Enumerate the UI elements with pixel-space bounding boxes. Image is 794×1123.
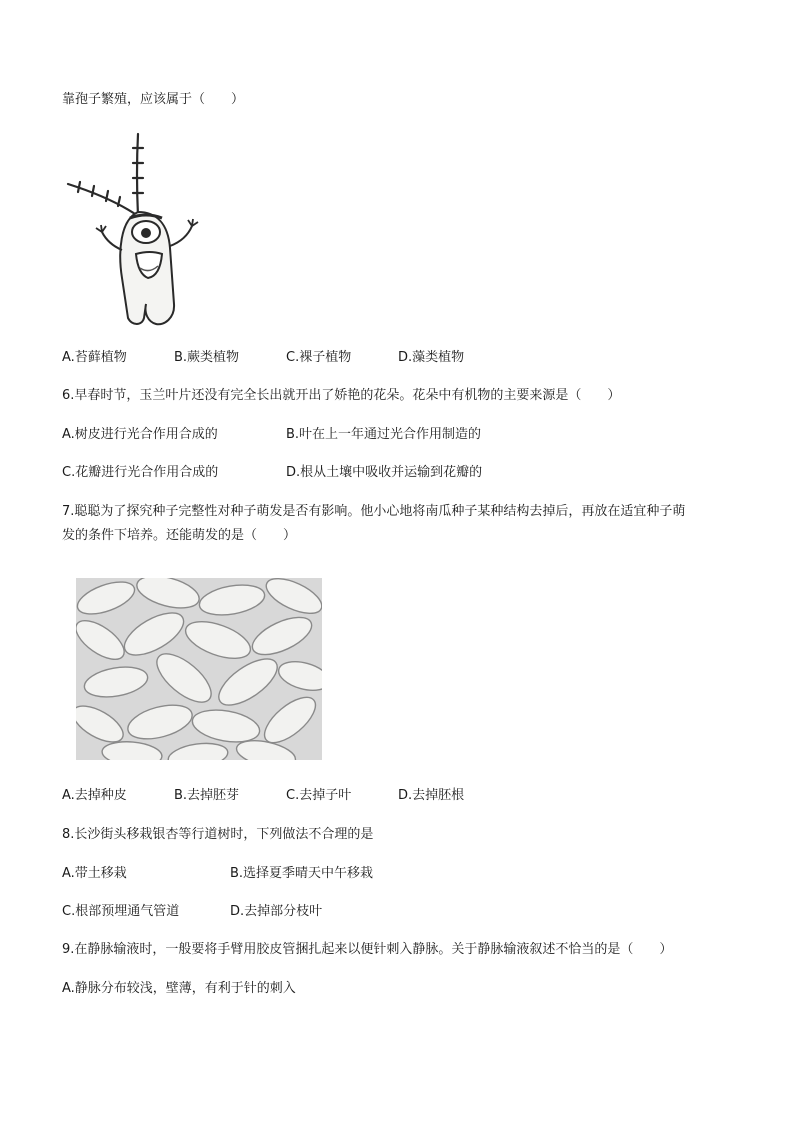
q9-stem: 9.在静脉输液时，一般要将手臂用胶皮管捆扎起来以便针刺入静脉。关于静脉输液叙述不恰当的是（ ） — [62, 942, 673, 957]
q6-stem: 6.早春时节，玉兰叶片还没有完全长出就开出了娇艳的花朵。花朵中有机物的主要来源是（ ） — [62, 388, 621, 403]
q5-option-c: C.裸子植物 — [286, 350, 352, 365]
q5-option-d: D.藻类植物 — [398, 350, 465, 365]
q5-option-b: B.蕨类植物 — [174, 350, 240, 365]
q6-option-d: D.根从土壤中吸收并运输到花瓣的 — [286, 465, 483, 480]
q5-stem-tail: 靠孢子繁殖，应该属于（ ） — [62, 92, 245, 107]
pumpkin-seeds-photo — [76, 578, 322, 760]
q8-option-d: D.去掉部分枝叶 — [230, 904, 323, 919]
q7-option-d: D.去掉胚根 — [398, 788, 465, 803]
q7-stem-line2: 发的条件下培养。还能萌发的是（ ） — [62, 528, 297, 543]
q7-option-a: A.去掉种皮 — [62, 788, 127, 803]
q9-option-a: A.静脉分布较浅，壁薄，有利于针的刺入 — [62, 981, 296, 996]
q7-option-c: C.去掉子叶 — [286, 788, 352, 803]
q6-option-a: A.树皮进行光合作用合成的 — [62, 427, 218, 442]
q6-option-c: C.花瓣进行光合作用合成的 — [62, 465, 219, 480]
q8-option-a: A.带土移栽 — [62, 866, 127, 881]
q8-stem: 8.长沙街头移栽银杏等行道树时，下列做法不合理的是 — [62, 827, 374, 842]
q7-option-b: B.去掉胚芽 — [174, 788, 240, 803]
q8-option-c: C.根部预埋通气管道 — [62, 904, 180, 919]
q6-option-b: B.叶在上一年通过光合作用制造的 — [286, 427, 482, 442]
q5-option-a: A.苔藓植物 — [62, 350, 127, 365]
cartoon-plankton-character-icon — [62, 128, 212, 328]
q8-option-b: B.选择夏季晴天中午移栽 — [230, 866, 374, 881]
q7-stem-line1: 7.聪聪为了探究种子完整性对种子萌发是否有影响。他小心地将南瓜种子某种结构去掉后，再放在适宜种子萌 — [62, 504, 686, 519]
